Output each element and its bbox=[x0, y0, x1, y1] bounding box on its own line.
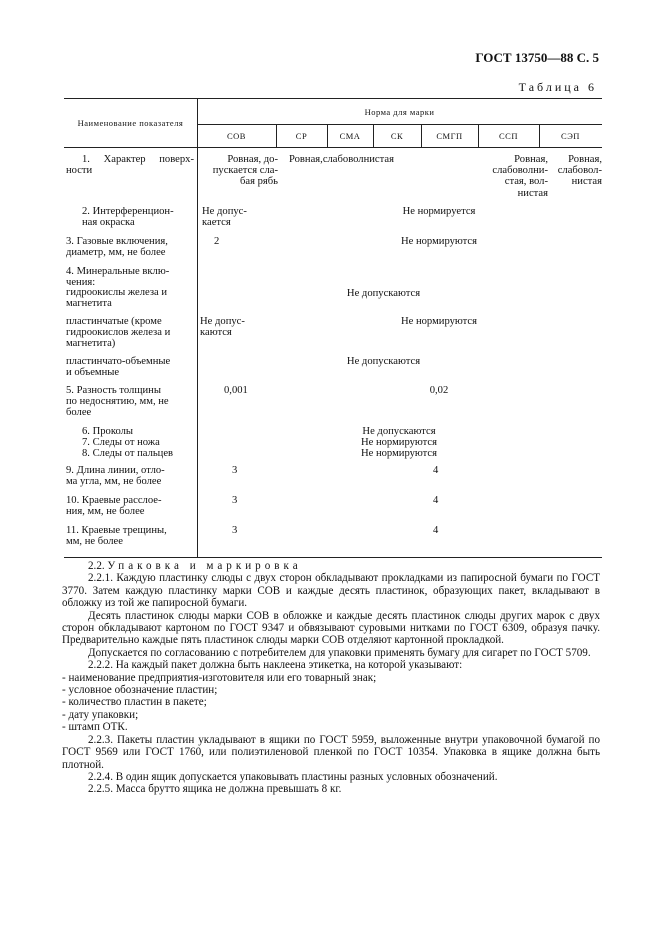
row-name: 9. Длина линии, отло- ма угла, мм, не более bbox=[66, 465, 165, 488]
list-item-text: количество пластин в пакете; bbox=[68, 696, 207, 709]
row-name: 8. Следы от пальцев bbox=[82, 448, 174, 459]
cell-value: 4 bbox=[433, 525, 439, 536]
list-item-text: штамп ОТК. bbox=[68, 721, 128, 734]
section-title: Упаковка и маркировка bbox=[107, 560, 302, 572]
grade-header: СМГП bbox=[436, 131, 463, 141]
list-item-text: дату упаковки; bbox=[68, 708, 139, 721]
norms-table bbox=[64, 98, 602, 558]
paragraph: Допускается по согласованию с потребителем для упаковки применять бумагу для сигарет по ГОСТ 5709. bbox=[88, 646, 591, 659]
row-name: 7. Следы от ножа bbox=[82, 437, 160, 448]
row-name: 2. Интерференцион- ная окраска bbox=[82, 206, 174, 229]
list-item-text: наименование предприятия-изготовителя или его товарный знак; bbox=[68, 671, 377, 684]
cell-value: Не нормируется bbox=[402, 206, 476, 217]
row-name: 10. Краевые расслое- ния, мм, не более bbox=[66, 495, 162, 518]
cell-value: 2 bbox=[214, 236, 220, 247]
list-item: - дату упаковки; bbox=[62, 708, 139, 721]
col-header-param: Наименование показателя bbox=[77, 118, 184, 128]
grade-header: СЭП bbox=[561, 131, 580, 141]
cell-value: 3 bbox=[232, 525, 238, 536]
grade-header: СК bbox=[390, 131, 404, 141]
list-item: - штамп ОТК. bbox=[62, 721, 128, 734]
body-text bbox=[62, 560, 600, 796]
cell-value: Не допускаются bbox=[346, 288, 421, 299]
row-name: 11. Краевые трещины, мм, не более bbox=[66, 525, 167, 548]
cell-value: Ровная,слабоволнистая bbox=[289, 154, 394, 165]
col-divider bbox=[197, 98, 198, 558]
cell-value: Не допус- кается bbox=[202, 206, 247, 229]
row-name: 5. Разность толщины по недоснятию, мм, не более bbox=[66, 385, 169, 419]
cell-value: 3 bbox=[232, 495, 238, 506]
cell-value: Не допускаются bbox=[362, 426, 436, 437]
cell-value: Ровная, до- пускается сла- бая рябь bbox=[212, 154, 278, 188]
cell-value: Не допускаются bbox=[346, 356, 421, 367]
page-header: ГОСТ 13750—88 С. 5 bbox=[475, 50, 599, 65]
cell-value: Не допус- каются bbox=[200, 316, 245, 339]
cell-value: 0,02 bbox=[429, 385, 449, 396]
paragraph: 2.2.2. На каждый пакет должна быть наклеена этикетка, на которой указывают: bbox=[88, 659, 463, 672]
paragraph: Десять пластинок слюды марки СОВ в обложке и каждые десять пластинок слюды других марок с двух сторон обкладывают картоном по ГОСТ 9347 и обвязывают суровыми нитками по ГОСТ 6309, образуя пачку. Предварительно каждые пять пластинок слюды марки СОВ отделяют картонной прокладкой. bbox=[62, 609, 600, 647]
row-name: 3. Газовые включения, диаметр, мм, не более bbox=[66, 236, 168, 259]
section-heading bbox=[62, 560, 600, 572]
paragraph: 2.2.5. Масса брутто ящика не должна превышать 8 кг. bbox=[88, 783, 342, 796]
list-item: - количество пластин в пакете; bbox=[62, 696, 207, 709]
cell-value: 3 bbox=[232, 465, 238, 476]
row-name: гидроокислы железа и магнетита bbox=[66, 287, 168, 310]
cell-value: Ровная, слабоволни- стая, вол- нистая bbox=[492, 154, 548, 199]
row-name: пластинчатые (кроме гидроокислов железа и магнетита) bbox=[66, 316, 171, 350]
table-label: Таблица 6 bbox=[518, 80, 597, 94]
cell-value: 4 bbox=[433, 495, 439, 506]
cell-value: Не нормируются bbox=[360, 448, 438, 459]
grade-header: СР bbox=[295, 131, 308, 141]
paragraph: 2.2.4. В один ящик допускается упаковывать пластины разных условных обозначений. bbox=[88, 770, 498, 783]
header-mid-rule bbox=[197, 124, 602, 125]
cell-value: 4 bbox=[433, 465, 439, 476]
section-number: 2.2. bbox=[88, 560, 105, 572]
col-header-group: Норма для марки bbox=[364, 107, 435, 117]
row-name: 1. Характер поверх- bbox=[82, 154, 194, 165]
paragraph: 2.2.3. Пакеты пластин укладывают в ящики по ГОСТ 5959, выложенные внутри упаковочной бумагой по ГОСТ 9569 или ГОСТ 1760, или полиэтиленовой пленкой по ГОСТ 10354. Упаковка в ящике должна быть плотной. bbox=[62, 733, 600, 771]
row-name: 6. Проколы bbox=[82, 426, 134, 437]
grade-header: ССП bbox=[499, 131, 518, 141]
cell-value: Не нормируются bbox=[360, 437, 438, 448]
header-bottom-rule bbox=[64, 147, 602, 148]
cell-value: Не нормируются bbox=[400, 316, 478, 327]
list-item-text: условное обозначение пластин; bbox=[68, 684, 218, 697]
grade-header: СОВ bbox=[227, 131, 246, 141]
cell-value: Ровная, слабовол- нистая bbox=[557, 154, 602, 188]
paragraph: 2.2.1. Каждую пластинку слюды с двух сторон обкладывают прокладками из папиросной бумаги по ГОСТ 3770. Затем каждую пластинку марки СОВ и каждые десять пластинок, образующих пакет, вкладывают в обложку из той же папиросной бумаги. bbox=[62, 572, 600, 610]
row-name: ности bbox=[66, 165, 93, 176]
cell-value: Не нормируются bbox=[400, 236, 478, 247]
list-item: - условное обозначение пластин; bbox=[62, 684, 218, 697]
table-top-rule bbox=[64, 98, 602, 99]
row-name: 4. Минеральные вклю- чения: bbox=[66, 266, 170, 289]
table-bottom-rule bbox=[64, 557, 602, 558]
grade-header: СМА bbox=[339, 131, 361, 141]
cell-value: 0,001 bbox=[224, 385, 248, 396]
row-name: пластинчато-объемные и объемные bbox=[66, 356, 171, 379]
list-item: - наименование предприятия-изготовителя или его товарный знак; bbox=[62, 671, 377, 684]
